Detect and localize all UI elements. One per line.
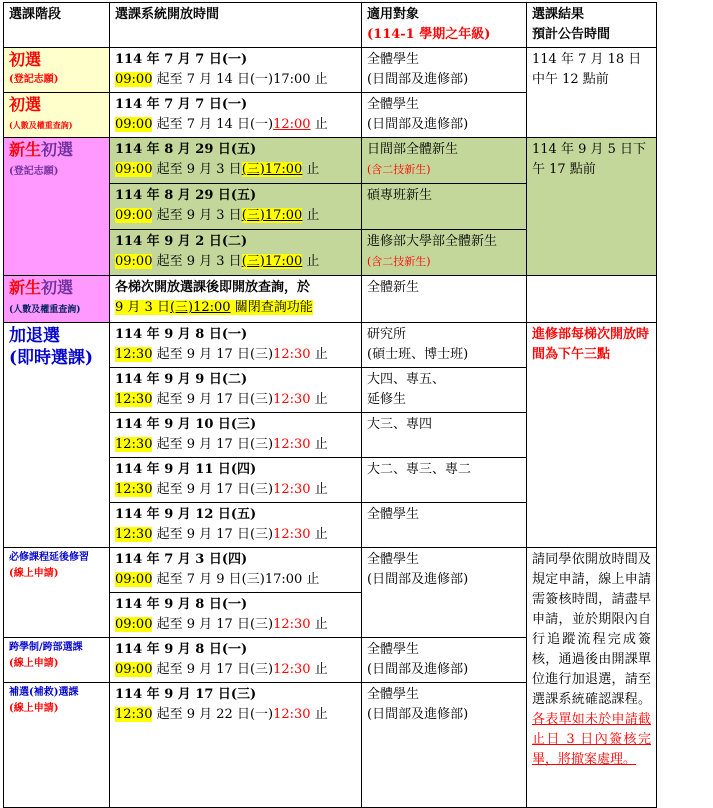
stage-subtitle: (人數及權重查詢): [9, 305, 81, 315]
end-time: 12:30: [273, 662, 311, 677]
target-cell: [362, 230, 527, 276]
target-text: 研究所: [367, 327, 407, 342]
time-cell: [110, 593, 362, 638]
period-tail: 止: [310, 527, 328, 542]
stage-subtitle: (登記志願): [9, 166, 59, 177]
target-cell: [362, 184, 527, 230]
start-time: 09:00: [115, 117, 153, 132]
time-cell: [110, 458, 362, 503]
start-time: 12:30: [115, 347, 153, 362]
stage-subtitle: (線上申請): [9, 658, 59, 669]
stage-title: 跨學制/跨部選課: [9, 642, 83, 653]
period-tail: 止: [310, 617, 328, 632]
start-time: 12:30: [115, 482, 153, 497]
stage-subtitle: (人數及權重查詢): [9, 120, 73, 130]
target-text: 全體學生: [367, 97, 420, 112]
start-date: 114 年 9 月 8 日(一): [115, 597, 248, 612]
period-text: 起至 9 月 3 日: [152, 254, 242, 269]
period-text: 起至 9 月 17 日(三): [152, 437, 274, 452]
target-cell: [362, 48, 527, 93]
stage-cell: [4, 683, 110, 808]
table-row: [4, 138, 657, 184]
start-date: 114 年 9 月 12 日(五): [115, 507, 257, 522]
time-cell: [110, 48, 362, 93]
target-cell: [362, 413, 527, 458]
target-cell: [362, 323, 527, 368]
period-tail: 止: [310, 347, 328, 362]
period-text: 起至 9 月 17 日(三): [152, 347, 274, 362]
start-date: 114 年 9 月 10 日(三): [115, 417, 257, 432]
target-text: 全體學生: [367, 687, 420, 702]
start-time: 09:00: [115, 208, 153, 223]
close-date: 9 月 3 日: [115, 300, 170, 315]
start-time: 09:00: [115, 162, 153, 177]
target-subtext: (日間部及進修部): [367, 707, 469, 722]
stage-title: 初選: [9, 95, 42, 114]
start-date: 114 年 7 月 3 日(四): [115, 552, 248, 567]
time-cell: [110, 276, 362, 323]
period-tail: 止: [310, 392, 328, 407]
start-time: 12:30: [115, 707, 153, 722]
table-row: [4, 276, 657, 323]
target-cell: [362, 93, 527, 138]
time-cell: [110, 638, 362, 683]
time-cell: [110, 323, 362, 368]
target-cell: [362, 458, 527, 503]
start-time: 12:30: [115, 392, 153, 407]
result-text: 114 年 9 月 5 日下午 17 點前: [532, 142, 647, 177]
period-tail: 止: [310, 437, 328, 452]
result-cell: [527, 548, 657, 808]
end-time: 12:00: [273, 117, 311, 132]
close-note: 關閉查詢功能: [230, 300, 313, 315]
target-text: 全體學生: [367, 642, 420, 657]
target-text: 大三、專四: [367, 417, 433, 432]
time-cell: [110, 138, 362, 184]
start-time: 09:00: [115, 662, 153, 677]
target-text: 日間部全體新生: [367, 142, 459, 157]
start-time: 09:00: [115, 254, 153, 269]
stage-title: 補選(補救)選課: [9, 687, 79, 698]
period-tail: 止: [302, 254, 320, 269]
target-cell: [362, 138, 527, 184]
end-time: 12:30: [273, 527, 311, 542]
end-time: 12:30: [273, 347, 311, 362]
start-time: 12:30: [115, 437, 153, 452]
header-result-label: 選課結果: [532, 7, 585, 22]
start-time: 09:00: [115, 617, 153, 632]
time-cell: [110, 368, 362, 413]
end-time: (三)17:00: [241, 254, 303, 269]
header-stage-label: 選課階段: [9, 7, 62, 22]
target-subtext: (日間部及進修部): [367, 117, 469, 132]
target-cell: [362, 503, 527, 548]
stage-cell: [4, 138, 110, 276]
header-target-label: 適用對象: [367, 7, 420, 22]
target-cell: [362, 638, 527, 683]
header-target: [362, 3, 527, 48]
period-text: 起至 7 月 14 日(一)17:00 止: [152, 72, 328, 87]
period-text: 起至 9 月 3 日: [152, 162, 242, 177]
stage-cell: [4, 638, 110, 683]
close-time: (三)12:00: [169, 300, 231, 315]
table-row: [4, 548, 657, 593]
period-tail: 止: [310, 662, 328, 677]
end-time: (三)17:00: [241, 208, 303, 223]
stage-title-prefix: 新生: [9, 140, 42, 159]
end-time: 12:30: [273, 482, 311, 497]
start-date: 114 年 8 月 29 日(五): [115, 188, 257, 203]
stage-subtitle: (線上申請): [9, 568, 59, 579]
result-cell: [527, 138, 657, 276]
target-subtext: (日間部及進修部): [367, 572, 469, 587]
result-cell: [527, 48, 657, 138]
header-result: [527, 3, 657, 48]
target-text: 碩專班新生: [367, 188, 433, 203]
target-cell: [362, 683, 527, 808]
end-time: 12:30: [273, 617, 311, 632]
period-text: 起至 9 月 17 日(三): [152, 482, 274, 497]
end-time: 12:30: [273, 707, 311, 722]
time-cell: [110, 683, 362, 808]
target-subtext: (含二技新生): [367, 163, 431, 176]
period-text: 起至 9 月 17 日(三): [152, 527, 274, 542]
header-open-time: [110, 3, 362, 48]
stage-cell: [4, 48, 110, 93]
start-date: 114 年 9 月 11 日(四): [115, 462, 257, 477]
target-subtext: 延修生: [367, 392, 407, 407]
stage-title: 加退選: [9, 326, 60, 346]
stage-title: 初選: [9, 50, 42, 69]
target-text: 大二、專三、專二: [367, 462, 472, 477]
period-text: 起至 9 月 17 日(三): [152, 392, 274, 407]
time-cell: [110, 230, 362, 276]
target-text: 全體學生: [367, 507, 420, 522]
query-note: 各梯次開放選課後即開放查詢，於: [115, 280, 311, 295]
stage-cell: [4, 93, 110, 138]
stage-cell: [4, 276, 110, 323]
start-date: 114 年 7 月 7 日(一): [115, 97, 248, 112]
result-note: 進修部每梯次開放時間為下午三點: [532, 327, 650, 362]
course-selection-schedule-table: [3, 2, 657, 808]
target-subtext: (碩士班、博士班): [367, 347, 469, 362]
start-date: 114 年 9 月 8 日(一): [115, 327, 248, 342]
target-cell: [362, 276, 527, 323]
header-open-time-label: 選課系統開放時間: [115, 7, 220, 22]
table-row: [4, 48, 657, 93]
end-time: (三)17:00: [241, 162, 303, 177]
period-text: 起至 9 月 17 日(三): [152, 662, 274, 677]
target-text: 全體新生: [367, 280, 420, 295]
stage-cell: [4, 323, 110, 548]
header-result-time-label: 預計公告時間: [532, 27, 611, 42]
stage-title: 初選: [41, 278, 74, 297]
start-time: 09:00: [115, 72, 153, 87]
period-text: 起至 9 月 17 日(三): [152, 617, 274, 632]
time-cell: [110, 503, 362, 548]
end-time: 12:30: [273, 392, 311, 407]
start-date: 114 年 8 月 29 日(五): [115, 142, 257, 157]
period-tail: 止: [310, 707, 328, 722]
period-tail: 止: [310, 482, 328, 497]
period-tail: 止: [302, 162, 320, 177]
result-warning: 各表單如未於申請截止日 3 日內簽核完畢，將撤案處理。: [532, 712, 651, 767]
start-date: 114 年 9 月 8 日(一): [115, 642, 248, 657]
target-text: 大四、專五、: [367, 372, 446, 387]
period-text: 起至 7 月 9 日(三)17:00 止: [152, 572, 320, 587]
period-text: 起至 9 月 22 日(一): [152, 707, 274, 722]
result-cell: [527, 323, 657, 548]
target-cell: [362, 548, 527, 638]
header-row: [4, 3, 657, 48]
target-subtext: (日間部及進修部): [367, 662, 469, 677]
target-text: 全體學生: [367, 52, 420, 67]
stage-subtitle: (即時選課): [9, 348, 94, 368]
start-date: 114 年 9 月 9 日(二): [115, 372, 248, 387]
result-note: 請同學依開放時間及規定申請，線上申請需簽核時間，請盡早申請，並於期限內自行追蹤流程完成簽核，通過後由開課單位進行加退選，請至選課系統確認課程。: [532, 552, 651, 707]
period-text: 起至 7 月 14 日(一): [152, 117, 274, 132]
target-text: 全體學生: [367, 552, 420, 567]
period-text: 起至 9 月 3 日: [152, 208, 242, 223]
stage-title-prefix: 新生: [9, 278, 42, 297]
result-cell: [527, 276, 657, 323]
start-time: 12:30: [115, 527, 153, 542]
period-tail: 止: [302, 208, 320, 223]
result-text: 114 年 7 月 18 日中午 12 點前: [532, 52, 642, 87]
time-cell: [110, 93, 362, 138]
time-cell: [110, 413, 362, 458]
target-text: 進修部大學部全體新生: [367, 234, 498, 249]
time-cell: [110, 184, 362, 230]
start-date: 114 年 9 月 2 日(二): [115, 234, 248, 249]
target-subtext: (含二技新生): [367, 255, 431, 268]
stage-subtitle: (登記志願): [9, 74, 59, 85]
header-target-semester: (114-1 學期之年級): [367, 27, 491, 42]
target-cell: [362, 368, 527, 413]
start-time: 09:00: [115, 572, 153, 587]
header-stage: [4, 3, 110, 48]
stage-cell: [4, 548, 110, 638]
stage-title: 必修課程延後修習: [9, 552, 89, 563]
period-tail: 止: [310, 117, 328, 132]
target-subtext: (日間部及進修部): [367, 72, 469, 87]
stage-subtitle: (線上申請): [9, 703, 59, 714]
end-time: 12:30: [273, 437, 311, 452]
table-row: [4, 323, 657, 368]
time-cell: [110, 548, 362, 593]
stage-title: 初選: [41, 140, 74, 159]
start-date: 114 年 9 月 17 日(三): [115, 687, 257, 702]
start-date: 114 年 7 月 7 日(一): [115, 52, 248, 67]
